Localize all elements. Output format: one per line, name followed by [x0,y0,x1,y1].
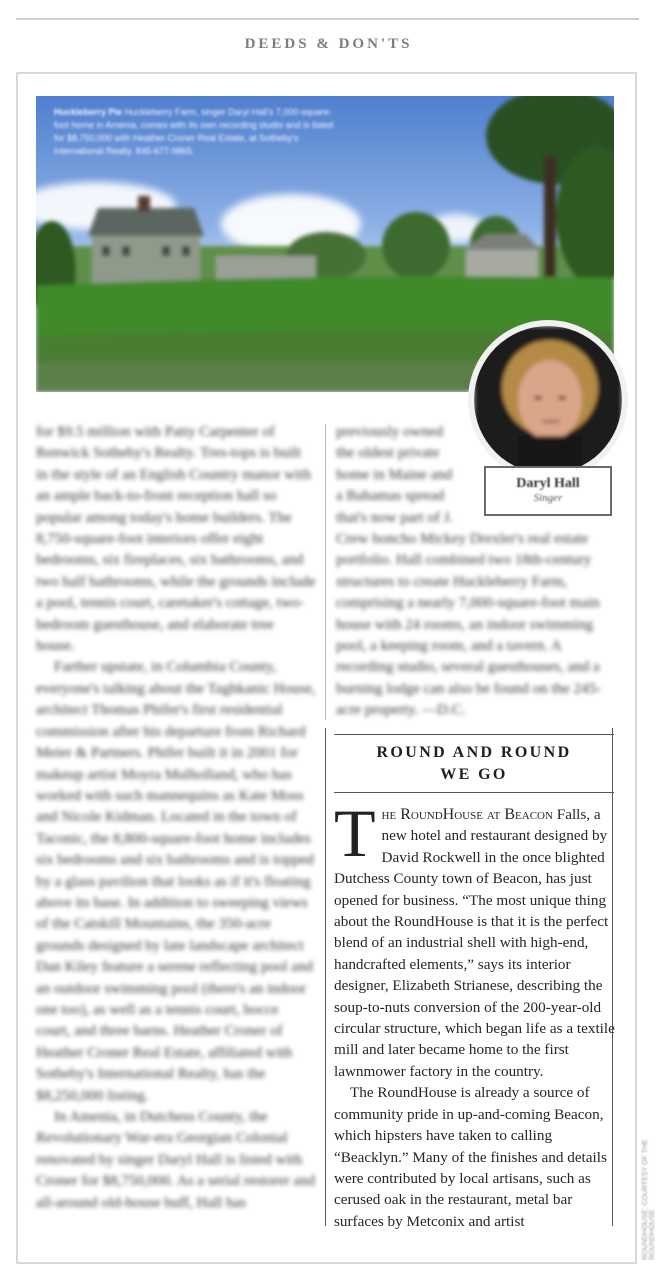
sidebar-title-line-1: ROUND AND ROUND [376,744,572,761]
sidebar-lead: he RoundHouse at Beacon [381,806,553,823]
left-paragraph-3: In Amenia, in Dutchess County, the Revolutionary War-era Georgian Colonial renovated by singer Daryl Hall is listed with Croner for $8,750,000. As a serial restorer and all-around old-house buff, Hall has [36,1109,316,1211]
sidebar-paragraph-1-text: Falls, a new hotel and restaurant designed by David Rockwell in the once blighted Dutchess County town of Beacon, has just opened for business. “The most unique thing about the RoundHouse is that it is the perfect blend of an industrial shell with high-end, handcrafted elements,” says its interior designer, Elizabeth Strianese, describing the soup-to-nuts conversion of the 200-year-old circular structure, which began life as a textile mill and later became home to the first lawnmower factory in the country. [334,806,615,1080]
sidebar-paragraph-1 [334,795,616,1082]
caption-lead: Huckleberry Pie [54,107,123,117]
photo-credit: ROUNDHOUSE: COURTESY OF THE ROUNDHOUSE [642,1139,656,1260]
left-paragraph-1: for $9.5 million with Patty Carpenter of Renwick Sotheby's Realty. Tres-tops is built in the style of an English Country manor with an ample back-to-front reception hall so popular among today's home builders. The 8,750-square-foot interiors offer eight bedrooms, six fireplaces, six bathrooms, and two half bathrooms, while the grounds include a pool, tennis court, caretaker's cottage, two-bedroom guesthouse, and elaborate tree house. [36,424,316,655]
narrow-line: a Bahamas spread [336,488,445,505]
portrait-name: Daryl Hall [516,476,580,491]
sidebar-title-line-2: WE GO [440,766,508,783]
narrow-line: that's now part of J. [336,509,454,526]
article-left-column [36,422,316,1214]
sidebar-top-rule [334,734,614,735]
left-paragraph-2: Farther upstate, in Columbia County, everyone's talking about the Taghkanic House, architect Thomas Phifer's first residential commission after his departure from Richard Meier & Partners. Phifer built it in 2001 for makeup artist Moyra Mulholland, who has worked with such mannequins as Kate Moss and Nicole Kidman. Located in the town of Taconic, the 8,800-square-foot home includes six bedrooms and six bathrooms and is topped by a glass pavilion that looks as if it's floating above its base. In addition to sweeping views of the Catskill Mountains, the 350-acre grounds designed by late landscape architect Dan Kiley feature a serene reflecting pool and an outdoor swimming pool (there's an indoor one too), as well as a tennis court, bocce court, and three barns. Heather Croner of Heather Croner Real Estate, affiliated with Sotheby's International Realty, has the $8,250,000 listing. [36,659,316,1104]
column-divider [325,424,326,720]
narrow-line: previously owned [336,424,444,440]
top-rule [16,18,639,20]
section-title: DEEDS & DON'TS [244,36,413,52]
caption-text: Huckleberry Farm, singer Daryl Hall's 7,000-square-foot home in Amenia, comes with its own recording studio and is listed for $8,750,000 with Heather Croner Real Estate, at Sotheby's International Realty. 845-677-9865. [54,107,334,156]
article-right-column [336,422,614,722]
drop-cap: T [334,795,376,871]
photo-caption [54,106,336,158]
sidebar-title-rule [334,792,614,793]
narrow-line: the oldest private [336,445,440,462]
narrow-line: home in Maine and [336,466,453,483]
portrait-role: Singer [533,492,563,504]
sidebar-body [334,795,616,1232]
sidebar-left-rule [325,728,326,1226]
sidebar-paragraph-2: The RoundHouse is already a source of community pride in up-and-coming Beacon, which hipsters have taken to calling “Beacklyn.” Many of the finishes and details were contributed by local artisans, such as cerused oak in the restaurant, metal bar surfaces by Metconix and artist [334,1084,607,1230]
sidebar-title [334,742,614,786]
right-column-text: Crew honcho Mickey Drexler's real estate portfolio. Hall combined two 18th-century structures to create Huckleberry Farm, comprising a nearly 7,000-square-foot main house with 24 rooms, an indoor swimming pool, a keeping room, and a tavern. A recording studio, several guesthouses, and a burning lodge can also be found on the 245-acre property. —D.C. [336,531,601,719]
